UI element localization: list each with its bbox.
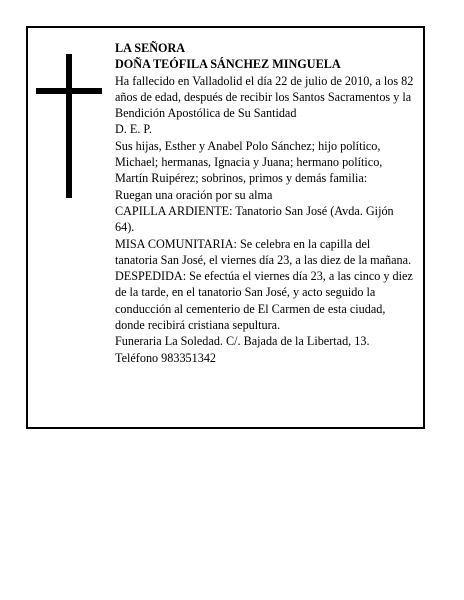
phone-number: Teléfono 983351342 [115,350,217,365]
prayer-request: Ruegan una oración por su alma [115,187,273,202]
deceased-name: DOÑA TEÓFILA SÁNCHEZ MINGUELA [115,57,341,72]
death-info: Ha fallecido en Valladolid el día 22 de julio de 2010, a los 82 años de edad, después de recibir los Santos Sacramentos y la Bendición Apostólica de Su Santidad [115,73,414,121]
rest-in-peace: D. E. P. [115,122,152,137]
mass-farewell-info: MISA COMUNITARIA: Se celebra en la capilla del tanatoria San José, el viernes día 23, a las diez de la mañana. DESPEDIDA: Se efectúa el viernes día 23, a las cinco y diez de la tarde, en el tanatorio San José, y acto seguido la conducción al cementerio de El Carmen de esta ciudad, donde recibirá cristiana sepultura. [115,236,413,333]
chapel-info: CAPILLA ARDIENTE: Tanatorio San José (Avda. Gijón 64). [115,203,394,235]
family-list: Sus hijas, Esther y Anabel Polo Sánchez; hijo político, Michael; hermanas, Ignacia y Juana; hermano político, Martín Ruipérez; sobrinos, primos y demás familia: [115,138,383,186]
heading-title: LA SEÑORA [115,41,186,55]
cross-icon [36,54,102,198]
funeral-home: Funeraria La Soledad. C/. Bajada de la Libertad, 13. [115,334,370,349]
obituary-notice [26,26,425,429]
notice-body [115,40,415,366]
